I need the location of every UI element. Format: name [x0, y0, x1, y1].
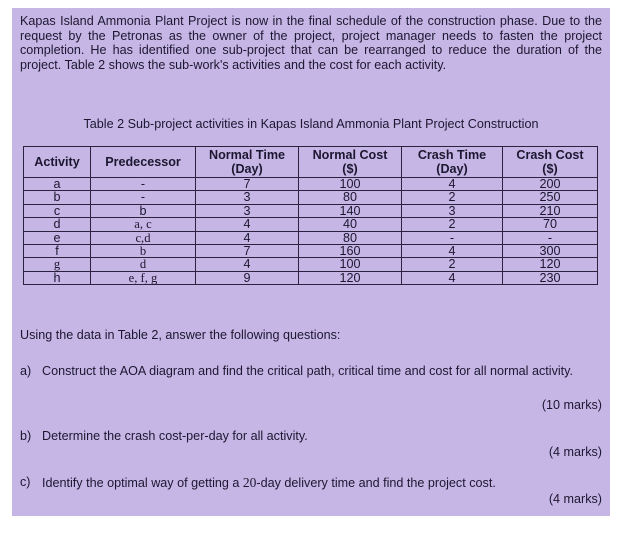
- cell-crash-cost: 300: [503, 245, 598, 258]
- cell-normal-time: 7: [196, 178, 299, 191]
- table-caption: Table 2 Sub-project activities in Kapas Island Ammonia Plant Project Construction: [83, 117, 539, 131]
- cell-normal-time: 4: [196, 258, 299, 271]
- cell-crash-cost: 120: [503, 258, 598, 271]
- cell-activity: a: [24, 178, 91, 191]
- cell-predecessor: -: [91, 178, 196, 191]
- cell-crash-cost: -: [503, 231, 598, 244]
- question-a-text: Construct the AOA diagram and find the critical path, critical time and cost for all normal activity.: [42, 364, 574, 378]
- cell-normal-cost: 120: [299, 271, 402, 284]
- cell-activity: g: [24, 258, 91, 271]
- header-predecessor: Predecessor: [91, 147, 196, 178]
- table-row: [24, 191, 598, 204]
- table-row: [24, 218, 598, 231]
- question-a-letter: a): [20, 364, 32, 378]
- cell-activity: d: [24, 218, 91, 231]
- header-activity: Activity: [24, 147, 91, 178]
- table-row: [24, 258, 598, 271]
- question-a: [20, 364, 602, 396]
- header-normal-cost: Normal Cost ($): [299, 147, 402, 178]
- cell-activity: c: [24, 204, 91, 217]
- cell-crash-cost: 70: [503, 218, 598, 231]
- question-c-letter: c): [20, 475, 31, 489]
- cell-crash-time: 4: [402, 245, 503, 258]
- cell-crash-cost: 230: [503, 271, 598, 284]
- activity-table: [23, 146, 598, 285]
- cell-activity: h: [24, 271, 91, 284]
- table-row: [24, 271, 598, 284]
- cell-normal-cost: 160: [299, 245, 402, 258]
- cell-normal-time: 4: [196, 218, 299, 231]
- cell-activity: b: [24, 191, 91, 204]
- cell-activity: f: [24, 245, 91, 258]
- cell-predecessor: c,d: [91, 231, 196, 244]
- cell-normal-time: 4: [196, 231, 299, 244]
- table-row: [24, 231, 598, 244]
- cell-normal-time: 7: [196, 245, 299, 258]
- question-c-text-before: Identify the optimal way of getting a: [42, 476, 243, 490]
- question-b-marks: (4 marks): [548, 445, 602, 459]
- cell-crash-time: 2: [402, 258, 503, 271]
- cell-crash-time: 4: [402, 271, 503, 284]
- cell-predecessor: d: [91, 258, 196, 271]
- table-row: [24, 245, 598, 258]
- cell-normal-cost: 100: [299, 178, 402, 191]
- cell-predecessor: e, f, g: [91, 271, 196, 284]
- cell-normal-time: 3: [196, 191, 299, 204]
- cell-activity: e: [24, 231, 91, 244]
- question-b-letter: b): [20, 429, 32, 443]
- question-c-text: [42, 475, 598, 491]
- table-row: [24, 204, 598, 217]
- cell-crash-time: 2: [402, 218, 503, 231]
- question-c-text-after: -day delivery time and find the project cost.: [256, 476, 496, 490]
- cell-normal-cost: 80: [299, 191, 402, 204]
- question-b: [20, 429, 602, 445]
- cell-crash-cost: 210: [503, 204, 598, 217]
- table-row: [24, 178, 598, 191]
- cell-crash-cost: 200: [503, 178, 598, 191]
- question-b-text: Determine the crash cost-per-day for all activity.: [42, 429, 308, 443]
- cell-normal-cost: 80: [299, 231, 402, 244]
- header-crash-cost: Crash Cost ($): [503, 147, 598, 178]
- cell-normal-cost: 100: [299, 258, 402, 271]
- cell-normal-cost: 140: [299, 204, 402, 217]
- table-header-row: [24, 147, 598, 178]
- cell-normal-cost: 40: [299, 218, 402, 231]
- header-crash-time: Crash Time (Day): [402, 147, 503, 178]
- question-c-days: 20: [242, 475, 257, 490]
- question-c: [20, 475, 602, 491]
- intro-paragraph: Kapas Island Ammonia Plant Project is now in the final schedule of the construction phase. Due to the request by the Petronas as the owner of the project, project manager needs to fasten the project completion. He has identified one sub-project that can be rearranged to reduce the duration of the project. Table 2 shows the sub-work's activities and the cost for each activity.: [20, 14, 602, 72]
- questions-intro: Using the data in Table 2, answer the following questions:: [20, 328, 341, 342]
- cell-crash-cost: 250: [503, 191, 598, 204]
- question-c-marks: (4 marks): [548, 492, 602, 506]
- cell-crash-time: 2: [402, 191, 503, 204]
- cell-predecessor: -: [91, 191, 196, 204]
- question-sheet: [12, 8, 610, 516]
- header-normal-time: Normal Time (Day): [196, 147, 299, 178]
- cell-crash-time: 3: [402, 204, 503, 217]
- cell-crash-time: 4: [402, 178, 503, 191]
- cell-normal-time: 9: [196, 271, 299, 284]
- cell-crash-time: -: [402, 231, 503, 244]
- cell-predecessor: a, c: [91, 218, 196, 231]
- question-a-marks: (10 marks): [541, 398, 602, 412]
- cell-predecessor: b: [91, 204, 196, 217]
- cell-normal-time: 3: [196, 204, 299, 217]
- cell-predecessor: b: [91, 245, 196, 258]
